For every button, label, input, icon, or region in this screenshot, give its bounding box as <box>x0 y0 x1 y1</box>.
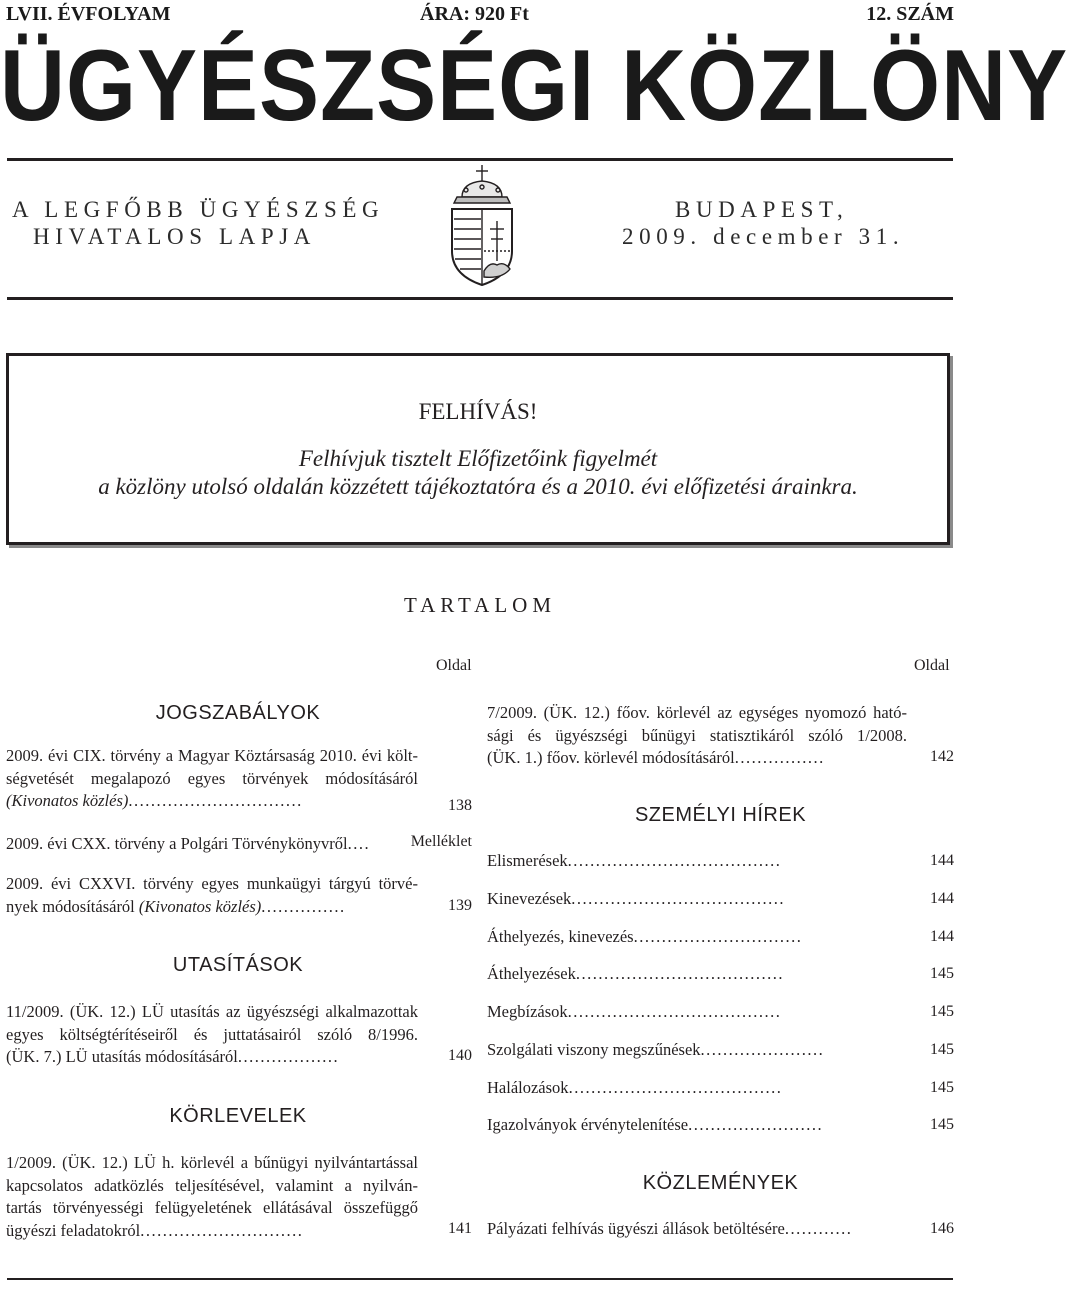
toc-entry-cix-line-3 <box>6 790 418 813</box>
toc-entry-cxxvi-line-1: 2009. évi CXXVI. törvény egyes munkaügyi tárgyú törvé- <box>6 874 418 893</box>
toc-entry-korlevel-line-4 <box>6 1220 418 1243</box>
toc-item-page: 144 <box>930 928 954 945</box>
toc-item-text: Elismerések <box>487 851 568 870</box>
toc-entry-cxx[interactable] <box>6 833 406 856</box>
toc-item-page: 144 <box>930 852 954 869</box>
section-jogszabalyok: JOGSZABÁLYOK <box>155 702 321 724</box>
toc-item-2[interactable] <box>487 888 907 911</box>
toc-item-page: 145 <box>930 1079 954 1096</box>
toc-item-page: 145 <box>930 965 954 982</box>
toc-entry-korlevel-line-1: 1/2009. (ÜK. 12.) LÜ h. körlevél a bűnügyi nyilvántartással <box>6 1153 418 1172</box>
leader-dots: ...................................... <box>571 889 786 908</box>
toc-entry-cxxvi-line-2 <box>6 896 418 919</box>
masthead-rule-top <box>7 158 953 161</box>
toc-item-page: 145 <box>930 1041 954 1058</box>
issue-number: 12. SZÁM <box>866 3 954 25</box>
journal-title: ÜGYÉSZSÉGI KÖZLÖNY <box>0 30 1068 143</box>
toc-item-text: Áthelyezések <box>487 964 576 983</box>
page-column-header-right: Oldal <box>914 657 950 674</box>
toc-entry-cxxvi-text: nyek módosításáról <box>6 896 139 916</box>
toc-page-138: 138 <box>448 797 472 814</box>
toc-entry-foov-line-1: 7/2009. (ÜK. 12.) főov. körlevél az egységes nyomozó ható- <box>487 703 907 722</box>
subtitle-city: BUDAPEST, <box>675 197 849 222</box>
toc-item-7[interactable] <box>487 1077 907 1100</box>
toc-entry-lu-line-1: 11/2009. (ÜK. 12.) LÜ utasítás az ügyészségi alkalmazottak <box>6 1002 418 1021</box>
toc-item-text: Kinevezések <box>487 889 572 908</box>
toc-item-6[interactable] <box>487 1039 907 1062</box>
toc-entry-cix-line-1: 2009. évi CIX. törvény a Magyar Köztársaság 2010. évi költ- <box>6 746 418 765</box>
section-utasitasok: UTASÍTÁSOK <box>172 954 304 976</box>
toc-item-text: Áthelyezés, kinevezés <box>487 927 634 946</box>
toc-entry-palyazat[interactable] <box>487 1218 907 1241</box>
leader-dots: ........................ <box>688 1115 824 1134</box>
leader-dots: ............... <box>261 896 346 916</box>
toc-entry-lu-korlevel[interactable] <box>6 1152 418 1242</box>
leader-dots: ...................... <box>700 1040 825 1059</box>
leader-dots: .............................. <box>633 927 803 946</box>
volume-label: LVII. ÉVFOLYAM <box>6 3 171 25</box>
toc-page-139: 139 <box>448 897 472 914</box>
toc-page-140: 140 <box>448 1047 472 1064</box>
masthead-rule-bottom <box>7 297 953 300</box>
section-kozlemenyek: KÖZLEMÉNYEK <box>642 1172 799 1194</box>
leader-dots: ...................................... <box>567 851 782 870</box>
leader-dots: ................ <box>734 748 825 767</box>
toc-entry-lu-line-3 <box>6 1046 418 1069</box>
toc-entry-foov-korlevel[interactable] <box>487 702 907 770</box>
toc-item-5[interactable] <box>487 1001 907 1024</box>
leader-dots: ............................... <box>128 791 303 810</box>
leader-dots: ...................................... <box>567 1002 782 1021</box>
toc-entry-cix-note: (Kivonatos közlés) <box>6 791 129 810</box>
page-column-header-left: Oldal <box>436 657 472 674</box>
toc-item-text: Szolgálati viszony megszűnések <box>487 1040 701 1059</box>
notice-line-2: a közlöny utolsó oldalán közzétett tájékoztatóra és a 2010. évi előfizetési árainkra. <box>98 474 858 499</box>
toc-entry-korlevel-line-3: tartás törvényességi felügyeletének ellátásával összefüggő <box>6 1198 418 1217</box>
toc-entry-foov-line-3 <box>487 747 907 770</box>
toc-entry-cxxvi-note: (Kivonatos közlés) <box>138 896 262 916</box>
toc-entry-korlevel-line-2: kapcsolatos adatközlés teljesítésével, valamint a nyilván- <box>6 1175 418 1195</box>
toc-item-1[interactable] <box>487 850 907 873</box>
toc-entry-lu-utasitas[interactable] <box>6 1001 418 1069</box>
toc-entry-lu-line-2: egyes költségtérítéseiről és juttatásairól szóló 8/1996. <box>6 1024 418 1044</box>
section-korlevelek: KÖRLEVELEK <box>169 1105 307 1127</box>
toc-entry-foov-text: (ÜK. 1.) főov. körlevél módosításáról <box>487 748 735 767</box>
footer-rule <box>7 1278 953 1280</box>
toc-entry-lu-text: (ÜK. 7.) LÜ utasítás módosításáról <box>6 1047 238 1066</box>
toc-page-142: 142 <box>930 748 954 765</box>
price-label: ÁRA: 920 Ft <box>420 3 529 25</box>
toc-entry-foov-line-2: sági és ügyészségi bűnügyi statisztikáról szóló 1/2008. <box>487 725 907 745</box>
toc-entry-cix[interactable] <box>6 745 418 813</box>
toc-item-text: Igazolványok érvénytelenítése <box>487 1115 689 1134</box>
toc-item-3[interactable] <box>487 926 907 949</box>
toc-item-text: Megbízások <box>487 1002 568 1021</box>
subtitle-date: 2009. december 31. <box>622 224 905 249</box>
notice-box <box>6 353 950 545</box>
notice-title: FELHÍVÁS! <box>418 399 538 424</box>
toc-item-text: Halálozások <box>487 1078 569 1097</box>
toc-page-141: 141 <box>448 1220 472 1237</box>
leader-dots: .................. <box>237 1047 340 1066</box>
toc-entry-cxxvi[interactable] <box>6 873 418 918</box>
leader-dots: ............................. <box>140 1220 304 1240</box>
toc-entry-cxx-text: 2009. évi CXX. törvény a Polgári Törvénykönyvről <box>6 834 348 853</box>
leader-dots: .... <box>347 834 371 853</box>
leader-dots: ..................................... <box>575 964 784 983</box>
section-szemelyi-hirek: SZEMÉLYI HÍREK <box>634 804 807 826</box>
toc-item-page: 145 <box>930 1116 954 1133</box>
toc-item-page: 145 <box>930 1003 954 1020</box>
subtitle-official-gazette: HIVATALOS LAPJA <box>33 224 317 249</box>
leader-dots: ...................................... <box>568 1078 783 1097</box>
leader-dots: ............ <box>784 1219 853 1238</box>
toc-item-8[interactable] <box>487 1114 907 1137</box>
toc-entry-korlevel-text: ügyészi feladatokról <box>6 1220 141 1240</box>
toc-title: TARTALOM <box>403 593 557 617</box>
notice-line-1: Felhívjuk tisztelt Előfizetőink figyelmét <box>298 446 658 471</box>
toc-entry-cix-line-2: ségvetését megalapozó egyes törvények módosításáról <box>6 768 418 788</box>
toc-page-146: 146 <box>930 1220 954 1237</box>
toc-page-melleklet: Melléklet <box>410 833 472 850</box>
hungarian-coat-of-arms-icon <box>444 163 520 288</box>
toc-item-4[interactable] <box>487 963 907 986</box>
toc-item-page: 144 <box>930 890 954 907</box>
toc-entry-palyazat-text: Pályázati felhívás ügyészi állások betöltésére <box>487 1219 785 1238</box>
subtitle-publisher: A LEGFŐBB ÜGYÉSZSÉG <box>12 197 385 222</box>
